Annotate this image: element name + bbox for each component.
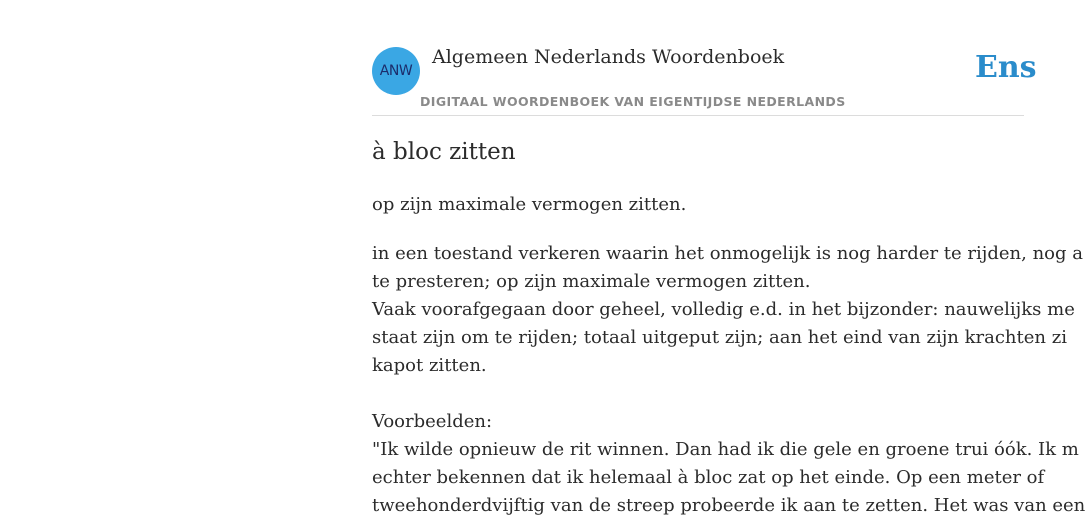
examples-heading: Voorbeelden: [372, 411, 493, 432]
site-title[interactable]: Algemeen Nederlands Woordenboek [432, 46, 785, 68]
entry-body [372, 240, 1085, 520]
body-line: te presteren; op zijn maximale vermogen zitten. [372, 271, 811, 292]
short-definition: op zijn maximale vermogen zitten. [372, 194, 687, 215]
header-divider [372, 115, 1024, 116]
site-subtitle: DIGITAAL WOORDENBOEK VAN EIGENTIJDSE NEDERLANDS [420, 94, 846, 109]
example-line: tweehonderdvijftig van de streep probeerde ik aan te zetten. Het was van een [372, 495, 1085, 516]
anw-logo[interactable]: ANW [372, 47, 420, 95]
example-line: echter bekennen dat ik helemaal à bloc zat op het einde. Op een meter of [372, 467, 1045, 488]
body-line: in een toestand verkeren waarin het onmogelijk is nog harder te rijden, nog a [372, 243, 1083, 264]
body-line [372, 380, 1062, 408]
language-link[interactable]: Ens [975, 50, 1037, 85]
body-line: kapot zitten. [372, 355, 487, 376]
body-line: Vaak voorafgegaan door geheel, volledig e.d. in het bijzonder: nauwelijks me [372, 299, 1075, 320]
example-line: "Ik wilde opnieuw de rit winnen. Dan had ik die gele en groene trui óók. Ik m [372, 439, 1079, 460]
entry-title: à bloc zitten [372, 139, 516, 165]
body-line: staat zijn om te rijden; totaal uitgeput zijn; aan het eind van zijn krachten zi [372, 327, 1067, 348]
